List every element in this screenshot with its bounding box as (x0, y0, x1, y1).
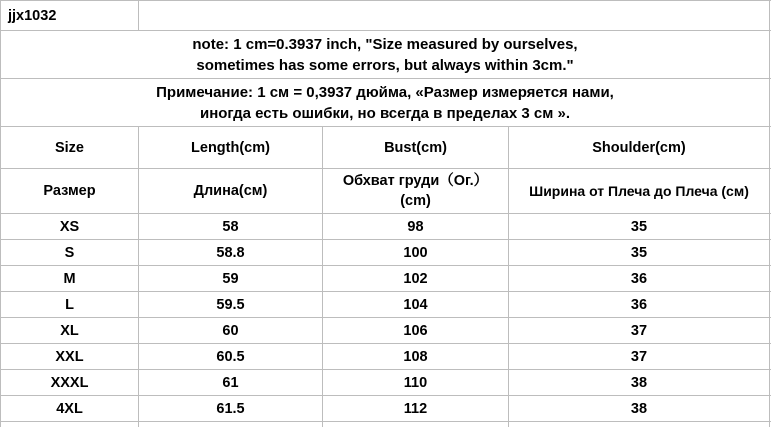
cell-shoulder: 36 (630, 296, 648, 313)
header-shoulder: Shoulder(cm) (592, 139, 686, 156)
cell-length: 59.5 (216, 296, 245, 313)
cell-shoulder: 37 (630, 348, 648, 365)
cell-shoulder: 37 (630, 322, 648, 339)
header-size-ru: Размер (43, 183, 96, 199)
cell-bust: 100 (403, 244, 428, 261)
note-english (1, 31, 769, 78)
header-shoulder-ru: Ширина от Плеча до Плеча (см) (529, 183, 749, 199)
note-russian (1, 79, 769, 126)
note-english-line-1: note: 1 cm=0.3937 inch, "Size measured by ourselves, (192, 35, 578, 53)
cell-shoulder: 35 (630, 244, 648, 261)
header-length: Length(cm) (191, 139, 270, 156)
cell-bust: 106 (403, 322, 428, 339)
note-english-line-2: sometimes has some errors, but always within 3cm." (196, 56, 574, 74)
cell-size: XS (59, 218, 80, 235)
header-bust-ru-label: Обхват груди（Ог.）(cm) (342, 173, 489, 209)
cell-shoulder: 38 (630, 374, 648, 391)
cell-size: M (63, 270, 76, 287)
grid-line (138, 0, 139, 31)
cell-length: 60 (222, 322, 239, 339)
header-size: Size (54, 139, 84, 156)
cell-size: XL (60, 322, 79, 339)
cell-size: XXXL (50, 374, 89, 391)
note-russian-line-2: иногда есть ошибки, но всегда в пределах 3 см ». (199, 104, 571, 122)
cell-bust: 104 (403, 296, 428, 313)
cell-size: L (65, 296, 74, 313)
header-bust: Bust(cm) (384, 139, 447, 156)
grid-line (0, 421, 771, 422)
cell-bust: 112 (403, 400, 428, 417)
cell-bust: 108 (403, 348, 428, 365)
cell-shoulder: 36 (630, 270, 648, 287)
cell-length: 58 (222, 218, 239, 235)
cell-length: 61 (222, 374, 239, 391)
grid-line (769, 0, 770, 427)
cell-size: S (64, 244, 75, 261)
cell-length: 59 (222, 270, 239, 287)
cell-bust: 98 (407, 218, 424, 235)
note-russian-line-1: Примечание: 1 см = 0,3937 дюйма, «Размер измеряется нами, (156, 83, 614, 101)
cell-length: 60.5 (216, 348, 245, 365)
cell-bust: 110 (403, 374, 428, 391)
cell-bust: 102 (403, 270, 428, 287)
header-bust-ru (323, 169, 508, 213)
cell-shoulder: 35 (630, 218, 648, 235)
cell-length: 58.8 (216, 244, 245, 261)
product-code: jjx1032 (8, 7, 57, 24)
cell-length: 61.5 (216, 400, 245, 417)
cell-shoulder: 38 (630, 400, 648, 417)
header-length-ru: Длина(см) (193, 183, 268, 199)
cell-size: XXL (55, 348, 84, 365)
cell-size: 4XL (56, 400, 83, 417)
